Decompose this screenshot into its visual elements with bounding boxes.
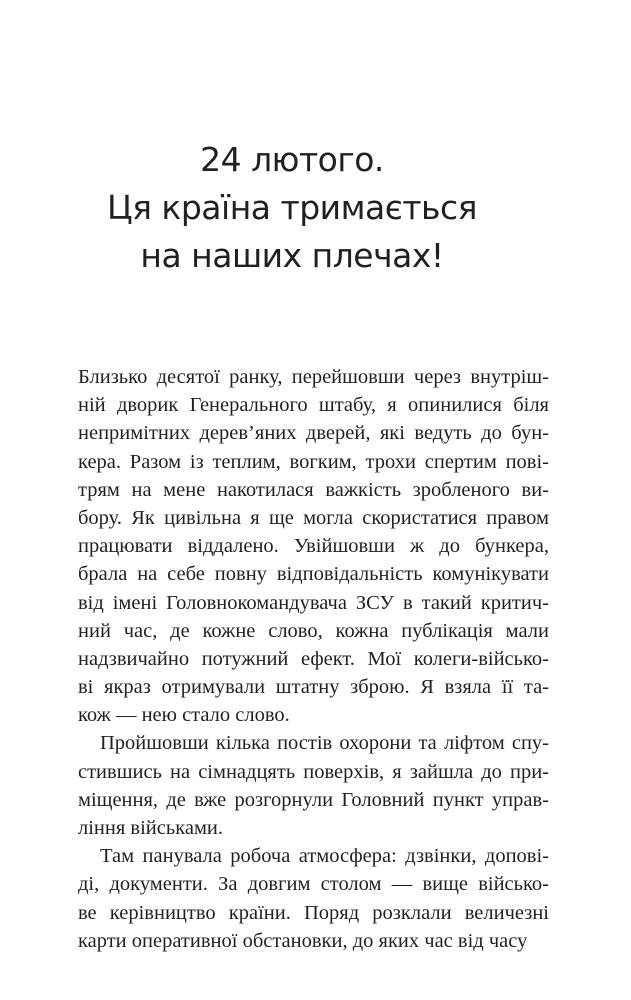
chapter-title-line: на наших плечах! bbox=[140, 236, 444, 275]
text-line: ній дворик Генерального штабу, я опинилися біля bbox=[78, 394, 549, 417]
text-line: непримітних дерев’яних дверей, які ведуть до бун- bbox=[78, 422, 549, 445]
chapter-title-line: Ця країна тримається bbox=[106, 188, 478, 227]
text-line: ді, документи. За довгим столом — вище військо- bbox=[78, 873, 549, 896]
chapter-title-line: 24 лютого. bbox=[200, 140, 384, 179]
text-line: ний час, де кожне слово, кожна публікація мали bbox=[78, 619, 549, 642]
text-line: бору. Як цивільна я ще могла скористатися правом bbox=[78, 506, 549, 529]
text-line: працювати віддалено. Увійшовши ж до бункера, bbox=[78, 535, 549, 558]
text-line: надзвичайно потужний ефект. Мої колеги-військо- bbox=[78, 647, 549, 670]
text-line: Там панувала робоча атмосфера: дзвінки, допові- bbox=[100, 845, 549, 868]
text-line: карти оперативної обстановки, до яких час від часу bbox=[78, 929, 528, 952]
body-text bbox=[78, 363, 549, 955]
text-line: ві якраз отримували штатну зброю. Я взяла її та- bbox=[78, 676, 549, 699]
paragraph bbox=[78, 729, 549, 842]
paragraph bbox=[78, 363, 549, 729]
chapter-title bbox=[92, 136, 492, 280]
text-line: стившись на сімнадцять поверхів, я зайшла до при- bbox=[78, 760, 549, 783]
text-line: Пройшовши кілька постів охорони та ліфтом спу- bbox=[100, 732, 549, 755]
text-line: трям на мене накотилася важкість зробленого ви- bbox=[78, 478, 549, 501]
text-line: кож — нею стало слово. bbox=[78, 704, 290, 727]
text-line: міщення, де вже розгорнули Головний пункт управ- bbox=[78, 788, 549, 811]
text-line: ве керівництво країни. Поряд розклали величезні bbox=[78, 901, 549, 924]
paragraph bbox=[78, 842, 549, 955]
text-line: ління військами. bbox=[78, 817, 224, 839]
text-line: брала на себе повну відповідальність комунікувати bbox=[78, 563, 549, 586]
text-line: кера. Разом із теплим, вогким, трохи спертим пові- bbox=[78, 450, 549, 473]
text-line: від імені Головнокомандувача ЗСУ в такий критич- bbox=[78, 591, 549, 614]
text-line: Близько десятої ранку, перейшовши через внутріш- bbox=[78, 366, 549, 388]
